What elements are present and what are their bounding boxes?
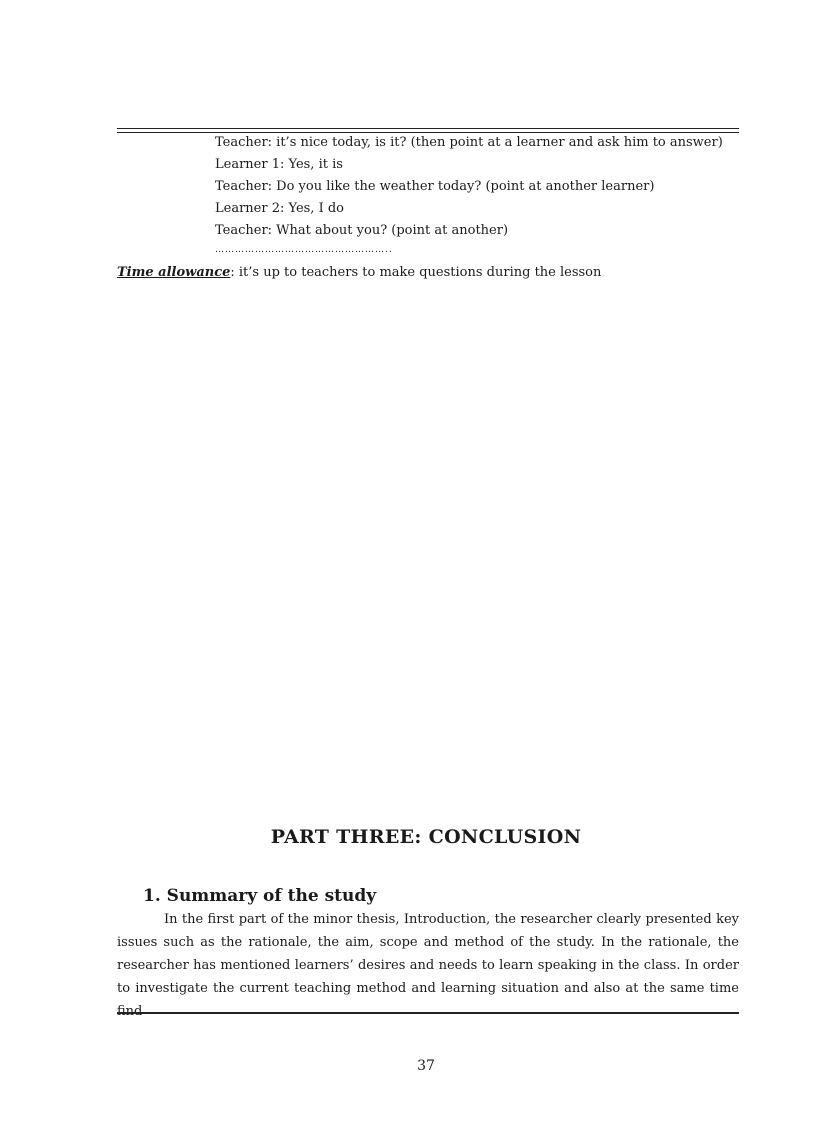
dialogue-line: Learner 2: Yes, I do: [215, 201, 344, 216]
section-number: 1.: [143, 886, 161, 906]
dialogue-ellipsis: ……………………………………………..: [215, 245, 393, 255]
dialogue-line: Teacher: What about you? (point at another): [215, 223, 509, 238]
part-title: PART THREE: CONCLUSION: [270, 826, 582, 848]
footer-rule: [117, 1012, 739, 1014]
dialogue-line: Teacher: it’s nice today, is it? (then point at a learner and ask him to answer): [215, 135, 723, 150]
section-title: Summary of the study: [166, 886, 377, 906]
page-number: 37: [417, 1058, 435, 1074]
body-paragraph: In the first part of the minor thesis, Introduction, the researcher clearly presented key issues such as the rationale, the aim, scope and method of the study. In the rationale, the researcher has mentioned learners’ desires and needs to learn speaking in the class. In order to investigate the current teaching method and learning situation and also at the same time find: [117, 912, 739, 1019]
dialogue-block: [215, 132, 745, 258]
time-allowance-label: Time allowance: [117, 265, 231, 280]
time-allowance: [117, 262, 601, 284]
dialogue-line: Learner 1: Yes, it is: [215, 157, 343, 172]
dialogue-line: Teacher: Do you like the weather today? (point at another learner): [215, 179, 655, 194]
header-rule: [117, 128, 739, 129]
time-allowance-text: : it’s up to teachers to make questions during the lesson: [230, 265, 602, 280]
section-heading: [143, 886, 376, 906]
